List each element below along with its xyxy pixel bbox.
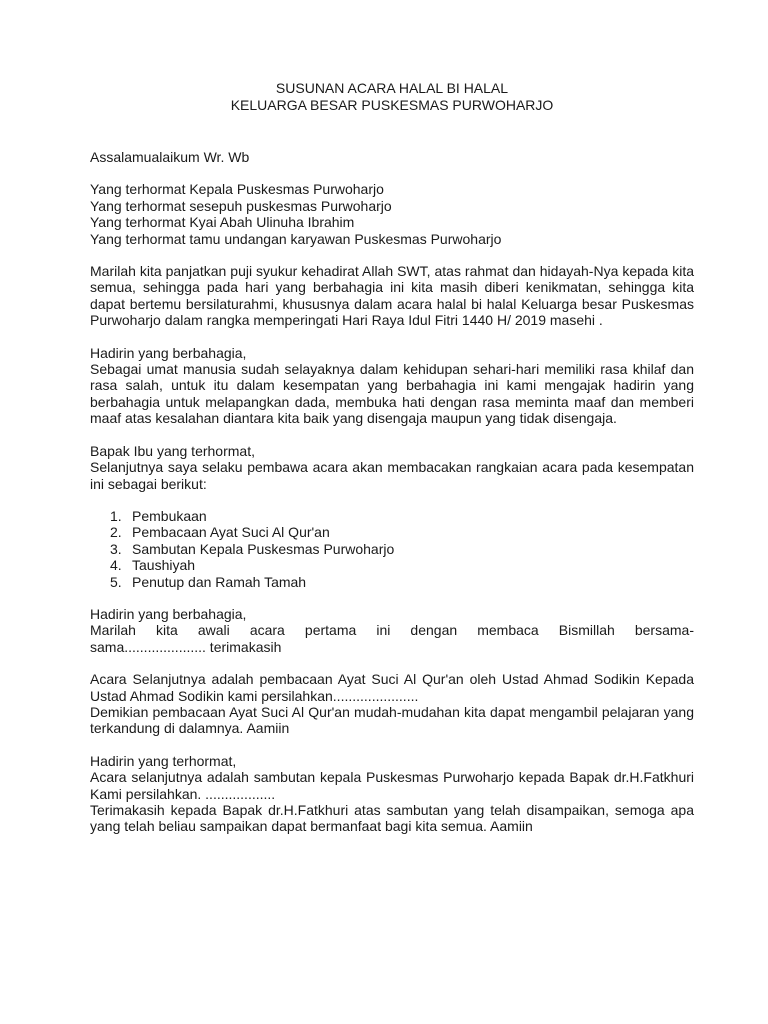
salutation-line: Yang terhormat Kepala Puskesmas Purwoharjo xyxy=(90,181,384,198)
agenda-item: 2. Pembacaan Ayat Suci Al Qur'an xyxy=(110,524,330,541)
greeting: Assalamualaikum Wr. Wb xyxy=(90,149,250,165)
salutation-line: Yang terhormat Kyai Abah Ulinuha Ibrahim xyxy=(90,214,355,231)
section-body: Sebagai umat manusia sudah selayaknya dalam kehidupan sehari-hari memiliki rasa khilaf dan rasa salah, untuk itu dalam kesempatan yang berbahagia ini kami mengajak hadirin yang berbahagia untuk melapangkan dada, membuka hati dengan rasa meminta maaf dan memberi maaf atas kesalahan diantara kita baik yang disengaja maupun yang tidak disengaja. xyxy=(90,361,694,427)
section-heading: Bapak Ibu yang terhormat, xyxy=(90,442,255,459)
section-body: Demikian pembacaan Ayat Suci Al Qur'an mudah-mudahan kita dapat mengambil pelajaran yang terkandung di dalamnya. Aamiin xyxy=(90,703,694,737)
agenda-item: 5. Penutup dan Ramah Tamah xyxy=(110,573,307,590)
section-body: Terimakasih kepada Bapak dr.H.Fatkhuri atas sambutan yang telah disampaikan, semoga apa yang telah beliau sampaikan dapat bermanfaat bagi kita semua. Aamiin xyxy=(90,802,694,835)
section-body-line: Marilah kita awali acara pertama ini dengan membaca Bismillah bersama- xyxy=(90,622,694,639)
salutation-list xyxy=(90,181,694,247)
section-body: Selanjutnya saya selaku pembawa acara akan membacakan rangkaian acara pada kesempatan ini sebagai berikut: xyxy=(90,459,694,492)
agenda-item: 1. Pembukaan xyxy=(110,507,207,524)
agenda-item: 3. Sambutan Kepala Puskesmas Purwoharjo xyxy=(110,540,395,557)
agenda-item: 4. Taushiyah xyxy=(110,557,196,574)
salutation-line: Yang terhormat tamu undangan karyawan Puskesmas Purwoharjo xyxy=(90,230,502,247)
section-body-line: sama..................... terimakasih xyxy=(90,638,282,655)
section-body: Acara Selanjutnya adalah pembacaan Ayat Suci Al Qur'an oleh Ustad Ahmad Sodikin Kepada Ustad Ahmad Sodikin kami persilahkan...................... xyxy=(90,671,694,704)
section-heading: Hadirin yang berbahagia, xyxy=(90,344,247,361)
salutation-line: Yang terhormat sesepuh puskesmas Purwoharjo xyxy=(90,197,392,214)
title-line-2: KELUARGA BESAR PUSKESMAS PURWOHARJO xyxy=(230,97,554,113)
section-heading: Hadirin yang terhormat, xyxy=(90,752,237,769)
agenda-list xyxy=(90,508,694,590)
opening-paragraph: Marilah kita panjatkan puji syukur kehadirat Allah SWT, atas rahmat dan hidayah-Nya kepada kita semua, sehingga pada hari yang berbahagia ini kita masih diberi kenikmatan, sehingga kita dapat bertemu bersilaturahmi, khususnya dalam acara halal bi halal Keluarga besar Puskesmas Purwoharjo dalam rangka memperingati Hari Raya Idul Fitri 1440 H/ 2019 masehi . xyxy=(90,263,694,329)
title-line-1: SUSUNAN ACARA HALAL BI HALAL xyxy=(275,80,509,96)
document-title xyxy=(90,80,694,114)
section-body: Acara selanjutnya adalah sambutan kepala Puskesmas Purwoharjo kepada Bapak dr.H.Fatkhuri Kami persilahkan. .................. xyxy=(90,769,694,802)
section-heading: Hadirin yang berbahagia, xyxy=(90,605,247,622)
